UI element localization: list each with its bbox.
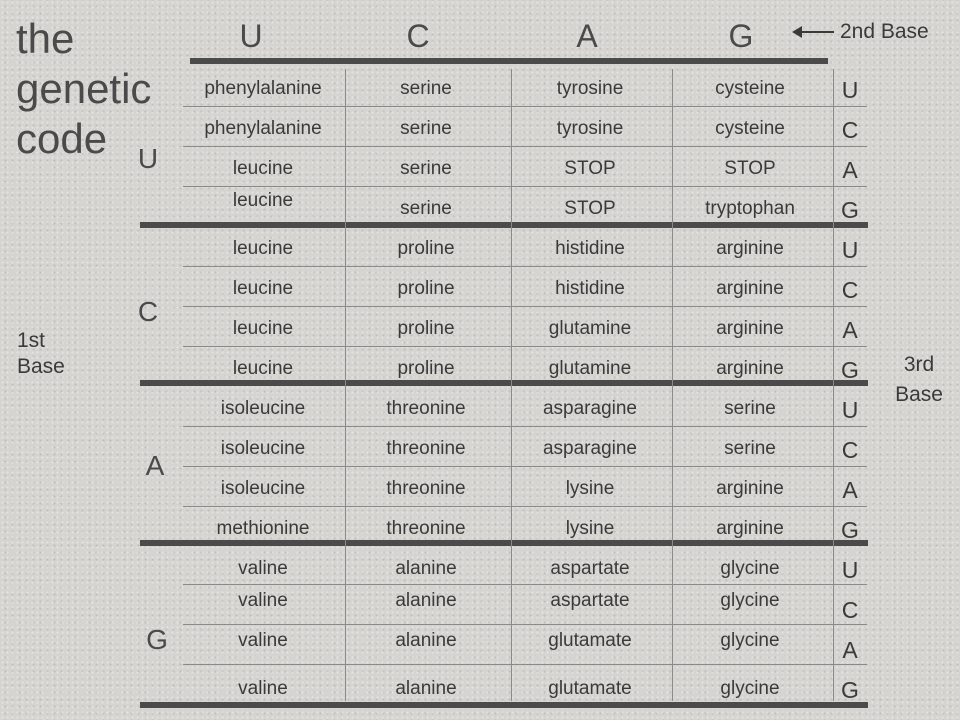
third-base-letter: G <box>841 197 859 223</box>
amino-acid-cell: glycine <box>720 678 780 699</box>
amino-acid-cell: leucine <box>232 190 294 211</box>
amino-acid-cell: arginine <box>716 238 784 259</box>
amino-acid-cell: valine <box>238 630 288 651</box>
amino-acid-cell: threonine <box>386 438 466 459</box>
amino-acid-cell: serine <box>400 118 452 139</box>
row-separator <box>183 106 867 107</box>
amino-acid-cell: proline <box>397 358 455 379</box>
amino-acid-cell: leucine <box>232 158 294 179</box>
amino-acid-cell: serine <box>400 198 452 219</box>
amino-acid-cell: alanine <box>395 590 457 611</box>
amino-acid-cell: phenylalanine <box>204 78 322 99</box>
amino-acid-cell: serine <box>724 398 776 419</box>
third-base-letter: U <box>841 557 859 583</box>
amino-acid-cell: glycine <box>720 558 780 579</box>
amino-acid-cell: histidine <box>555 238 625 259</box>
row-separator <box>183 306 867 307</box>
amino-acid-cell: glycine <box>720 590 780 611</box>
amino-acid-cell: arginine <box>716 478 784 499</box>
column-separator <box>345 69 346 701</box>
row-separator <box>183 466 867 467</box>
amino-acid-cell: cysteine <box>715 78 785 99</box>
amino-acid-cell: leucine <box>232 318 294 339</box>
third-base-letter: A <box>842 637 858 663</box>
amino-acid-cell: proline <box>397 238 455 259</box>
amino-acid-cell: arginine <box>716 358 784 379</box>
column-separator <box>672 69 673 701</box>
amino-acid-cell: glutamate <box>548 630 632 651</box>
row-separator <box>183 624 867 625</box>
amino-acid-cell: serine <box>400 78 452 99</box>
third-base-letter: U <box>841 77 859 103</box>
third-base-letter: U <box>841 397 859 423</box>
third-base-letter: G <box>841 517 859 543</box>
first-base-g: G <box>146 624 168 655</box>
amino-acid-cell: lysine <box>565 518 615 539</box>
first-base-u: U <box>137 143 159 174</box>
amino-acid-cell: serine <box>724 438 776 459</box>
amino-acid-cell: arginine <box>716 318 784 339</box>
column-separator <box>511 69 512 701</box>
third-base-letter: C <box>841 277 859 303</box>
amino-acid-cell: threonine <box>386 398 466 419</box>
amino-acid-cell: alanine <box>395 678 457 699</box>
left-arrow-icon <box>794 31 834 33</box>
third-base-letter: U <box>841 237 859 263</box>
amino-acid-cell: methionine <box>216 518 310 539</box>
amino-acid-cell: isoleucine <box>220 438 306 459</box>
amino-acid-cell: cysteine <box>715 118 785 139</box>
amino-acid-cell: histidine <box>555 278 625 299</box>
first-base-c: C <box>137 296 159 327</box>
third-base-letter: C <box>841 117 859 143</box>
third-base-label: 3rd Base <box>895 353 943 406</box>
amino-acid-cell: glutamine <box>548 358 632 379</box>
third-base-letter: A <box>842 317 858 343</box>
row-separator <box>183 426 867 427</box>
row-separator <box>183 146 867 147</box>
amino-acid-cell: alanine <box>395 558 457 579</box>
second-base-label: 2nd Base <box>840 20 929 43</box>
amino-acid-cell: valine <box>238 678 288 699</box>
amino-acid-cell: STOP <box>564 158 616 179</box>
third-base-letter: A <box>842 157 858 183</box>
amino-acid-cell: leucine <box>232 238 294 259</box>
amino-acid-cell: serine <box>400 158 452 179</box>
amino-acid-cell: lysine <box>565 478 615 499</box>
third-base-letter: G <box>841 357 859 383</box>
first-base-a: A <box>145 450 165 481</box>
row-separator <box>183 506 867 507</box>
amino-acid-cell: aspartate <box>550 558 630 579</box>
amino-acid-cell: proline <box>397 278 455 299</box>
amino-acid-cell: aspartate <box>550 590 630 611</box>
amino-acid-cell: threonine <box>386 478 466 499</box>
amino-acid-cell: tryptophan <box>705 198 795 219</box>
amino-acid-cell: STOP <box>724 158 776 179</box>
diagram-title: the genetic code <box>16 15 152 162</box>
group-divider-u <box>140 222 868 228</box>
third-base-letter: C <box>841 597 859 623</box>
amino-acid-cell: alanine <box>395 630 457 651</box>
top-rule <box>190 58 828 64</box>
amino-acid-cell: glutamine <box>548 318 632 339</box>
group-divider-g <box>140 702 868 708</box>
row-separator <box>183 664 867 665</box>
second-base-c: C <box>406 18 430 54</box>
column-separator <box>833 69 834 701</box>
amino-acid-cell: tyrosine <box>556 118 624 139</box>
amino-acid-cell: isoleucine <box>220 478 306 499</box>
amino-acid-cell: threonine <box>386 518 466 539</box>
group-divider-a <box>140 540 868 546</box>
amino-acid-cell: glutamate <box>548 678 632 699</box>
amino-acid-cell: phenylalanine <box>204 118 322 139</box>
amino-acid-cell: tyrosine <box>556 78 624 99</box>
third-base-letter: A <box>842 477 858 503</box>
amino-acid-cell: leucine <box>232 358 294 379</box>
row-separator <box>183 186 867 187</box>
amino-acid-cell: arginine <box>716 518 784 539</box>
third-base-letter: G <box>841 677 859 703</box>
row-separator <box>183 266 867 267</box>
amino-acid-cell: valine <box>238 558 288 579</box>
row-separator <box>183 584 867 585</box>
row-separator <box>183 346 867 347</box>
first-base-label: 1st Base <box>17 329 65 378</box>
amino-acid-cell: arginine <box>716 278 784 299</box>
amino-acid-cell: isoleucine <box>220 398 306 419</box>
group-divider-c <box>140 380 868 386</box>
amino-acid-cell: leucine <box>232 278 294 299</box>
third-base-letter: C <box>841 437 859 463</box>
amino-acid-cell: STOP <box>564 198 616 219</box>
second-base-a: A <box>576 18 598 54</box>
second-base-u: U <box>239 18 263 54</box>
amino-acid-cell: valine <box>238 590 288 611</box>
amino-acid-cell: proline <box>397 318 455 339</box>
amino-acid-cell: asparagine <box>542 438 638 459</box>
second-base-g: G <box>728 18 754 54</box>
amino-acid-cell: glycine <box>720 630 780 651</box>
amino-acid-cell: asparagine <box>542 398 638 419</box>
